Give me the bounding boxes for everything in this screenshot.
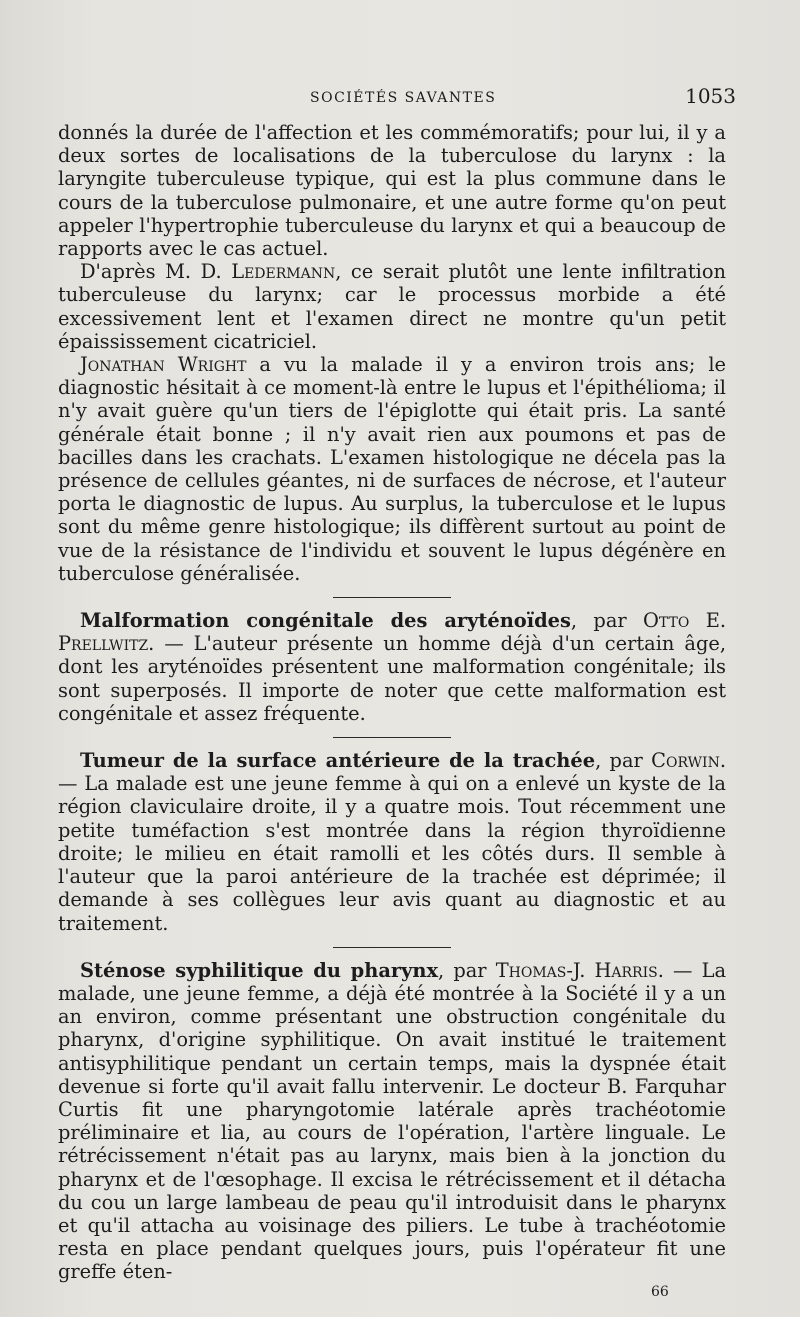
section-stenose bbox=[58, 959, 726, 1284]
paragraph-wright bbox=[58, 353, 726, 585]
section-title: Malformation congénitale des aryténoïdes bbox=[80, 609, 571, 633]
section-by: , par bbox=[438, 958, 496, 982]
paragraph-text: , ce serait plutôt une lente infiltration tuberculeuse du larynx; car le processus morbide a été excessivement lent et l'examen direct ne montre qu'un petit épaississement cicatriciel. bbox=[58, 260, 726, 353]
section-text: . — L'auteur présente un homme déjà d'un certain âge, dont les aryténoïdes présentent une malformation congénitale; ils sont superposés. Il importe de noter que cette malformation est congénitale et assez fréquente. bbox=[58, 632, 726, 725]
paragraph-text: a vu la malade il y a environ trois ans; le diagnostic hésitait à ce moment-là entre le lupus et l'épithélioma; il n'y avait guère qu'un tiers de l'épiglotte qui était pris. La santé générale était bonne ; il n'y avait rien aux poumons et pas de bacilles dans les crachats. L'examen histologique ne décela pas la présence de cellules géantes, ni de surfaces de nécrose, et l'auteur porta le diagnostic de lupus. Au surplus, la tuberculose et le lupus sont du même genre histologique; ils diffèrent surtout au point de vue de la résistance de l'individu et souvent le lupus dégénère en tuberculose généralisée. bbox=[58, 353, 726, 585]
paragraph-continuation: donnés la durée de l'affection et les commémoratifs; pour lui, il y a deux sortes de localisations de la tuberculose du larynx : la laryngite tuberculeuse typique, qui est la plus commune dans le cours de la tuberculose pulmonaire, et une autre forme qu'on peut appeler l'hypertrophie tuberculeuse du larynx et qui a beaucoup de rapports avec le cas actuel. bbox=[58, 121, 726, 261]
section-author: Thomas-J. Harris bbox=[495, 958, 658, 982]
author-name: Jonathan Wright bbox=[80, 353, 247, 377]
section-by: , par bbox=[595, 749, 652, 773]
page-header bbox=[60, 84, 736, 114]
signature-mark: 66 bbox=[651, 1284, 669, 1300]
paragraph-lead: D'après M. D. bbox=[80, 260, 232, 284]
running-head: SOCIÉTÉS SAVANTES bbox=[310, 90, 497, 106]
section-by: , par bbox=[570, 609, 644, 633]
section-tumeur bbox=[58, 749, 726, 935]
section-divider bbox=[333, 947, 451, 948]
section-author: Otto E. Prellwitz bbox=[58, 609, 727, 656]
section-title: Tumeur de la surface antérieure de la trachée bbox=[80, 749, 596, 773]
section-divider bbox=[333, 597, 451, 598]
section-malformation bbox=[58, 609, 726, 725]
body-text bbox=[58, 121, 726, 1284]
author-name: Ledermann bbox=[231, 260, 336, 284]
section-title: Sténose syphilitique du pharynx bbox=[80, 958, 439, 982]
section-text: . — La malade, une jeune femme, a déjà été montrée à la Société il y a un an environ, comme présentant une obstruction congénitale du pharynx, d'origine syphilitique. On avait institué le traitement antisyphilitique pendant un certain temps, mais la dyspnée était devenue si forte qu'il avait fallu intervenir. Le docteur B. Farquhar Curtis fit une pharyngotomie latérale après trachéotomie préliminaire et lia, au cours de l'opération, l'artère linguale. Le rétrécissement n'était pas au larynx, mais bien à la jonction du pharynx et de l'œsophage. Il excisa le rétrécissement et il détacha du cou un large lambeau de peau qu'il introduisit dans le pharynx et qu'il attacha au voisinage des piliers. Le tube à trachéotomie resta en place pendant quelques jours, puis l'opérateur fit une greffe éten- bbox=[58, 958, 727, 1284]
section-text: . — La malade est une jeune femme à qui on a enlevé un kyste de la région claviculaire droite, il y a quatre mois. Tout récemment une petite tuméfaction s'est montrée dans la région thyroïdienne droite; le milieu en était ramolli et les côtés durs. Il semble à l'auteur que la paroi antérieure de la trachée est déprimée; il demande à ses collègues leur avis quant au diagnostic et au traitement. bbox=[58, 749, 727, 935]
paragraph-ledermann bbox=[58, 260, 726, 353]
page-number: 1053 bbox=[685, 84, 736, 108]
section-divider bbox=[333, 737, 451, 738]
section-author: Corwin bbox=[651, 749, 720, 773]
